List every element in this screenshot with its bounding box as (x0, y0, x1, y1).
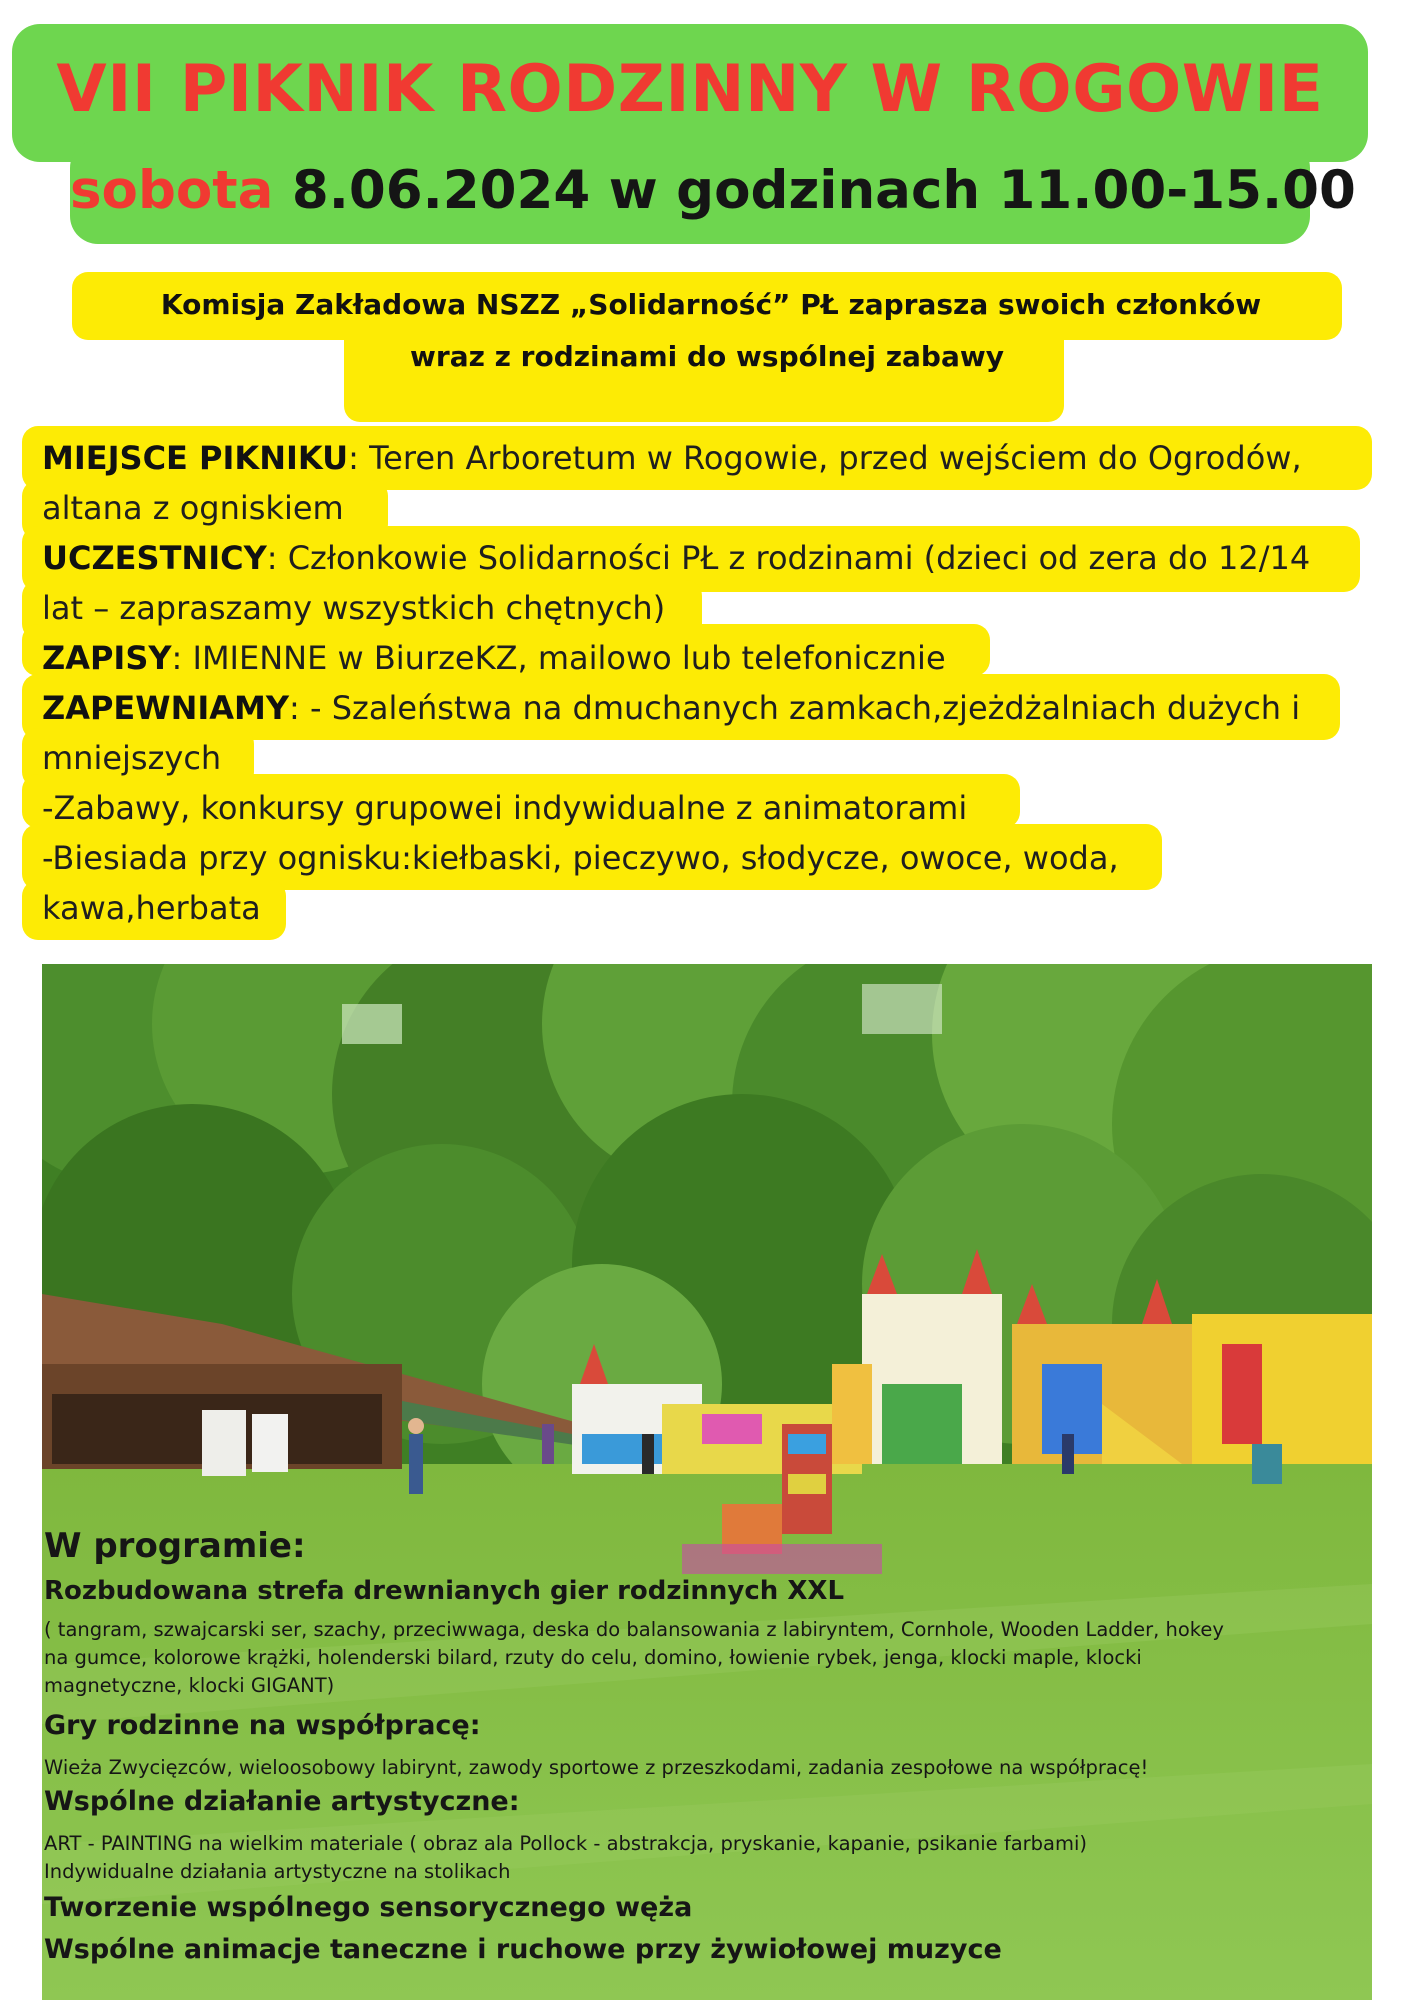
provide-label: ZAPEWNIAMY (42, 689, 290, 727)
program-coop-title: Gry rodzinne na współpracę: (44, 1710, 481, 1741)
event-date (70, 160, 1356, 221)
participants-label: UCZESTNICY (42, 539, 267, 577)
event-date-time: 8.06.2024 w godzinach 11.00-15.00 (273, 160, 1356, 221)
place-label: MIEJSCE PIKNIKU (42, 439, 349, 477)
program-coop-line: Wieża Zwycięzców, wieloosobowy labirynt, zawody sportowe z przeszkodami, zadania zespołowe na współpracę! (44, 1756, 1149, 1779)
place-line (42, 434, 1302, 482)
program-wood-games-line: magnetyczne, klocki GIGANT) (44, 1674, 335, 1697)
program-art-title: Wspólne działanie artystyczne: (44, 1786, 520, 1817)
signup-label: ZAPISY (42, 639, 172, 677)
place-line-2: altana z ogniskiem (42, 489, 344, 527)
program-dance-title: Wspólne animacje taneczne i ruchowe przy żywiołowej muzyce (44, 1934, 1002, 1965)
invitation-line-1: Komisja Zakładowa NSZZ „Solidarność” PŁ zaprasza swoich członków (160, 288, 1262, 321)
provide-line-2: mniejszych (42, 739, 222, 777)
program-wood-games-line: na gumce, kolorowe krążki, holenderski bilard, rzuty do celu, domino, łowienie rybek, jenga, klocki maple, klocki (44, 1646, 1142, 1669)
provide-text: : - Szaleństwa na dmuchanych zamkach,zjeżdżalniach dużych i (289, 689, 1301, 727)
program-heading: W programie: (44, 1526, 306, 1566)
program-wood-games-line: ( tangram, szwajcarski ser, szachy, przeciwwaga, deska do balansowania z labiryntem, Cornhole, Wooden Ladder, hokey (44, 1618, 1224, 1641)
games-line: -Zabawy, konkursy grupowei indywidualne z animatorami (42, 789, 968, 827)
event-title: VII PIKNIK RODZINNY W ROGOWIE (56, 52, 1324, 127)
picnic-photo (42, 964, 1372, 2000)
provide-line (42, 684, 1300, 732)
participants-line-2: lat – zapraszamy wszystkich chętnych) (42, 589, 666, 627)
program-wood-games-title: Rozbudowana strefa drewnianych gier rodzinnych XXL (44, 1576, 845, 1606)
event-day: sobota (70, 160, 274, 221)
feast-line: -Biesiada przy ognisku:kiełbaski, pieczywo, słodycze, owoce, woda, (42, 839, 1119, 877)
place-text: : Teren Arboretum w Rogowie, przed wejściem do Ogrodów, (348, 439, 1302, 477)
program-art-line: Indywidualne działania artystyczne na stolikach (44, 1860, 511, 1883)
signup-line (42, 634, 946, 682)
participants-line (42, 534, 1310, 582)
program-snake-title: Tworzenie wspólnego sensorycznego węża (44, 1892, 693, 1923)
program-art-line: ART - PAINTING na wielkim materiale ( obraz ala Pollock - abstrakcja, pryskanie, kapanie, psikanie farbami) (44, 1832, 1088, 1855)
feast-line-2: kawa,herbata (42, 889, 261, 927)
signup-text: : IMIENNE w BiurzeKZ, mailowo lub telefonicznie (171, 639, 946, 677)
invitation-line-2: wraz z rodzinami do wspólnej zabawy (410, 340, 1004, 373)
participants-text: : Członkowie Solidarności PŁ z rodzinami (dzieci od zera do 12/14 (266, 539, 1311, 577)
